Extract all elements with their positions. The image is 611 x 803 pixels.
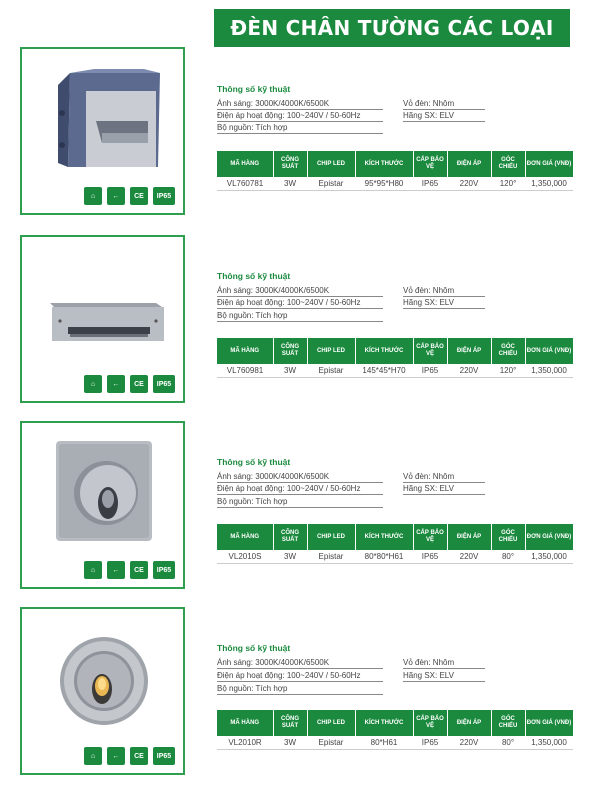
- spec-light: Ánh sáng: 3000K/4000K/6500K: [217, 472, 383, 483]
- header-size: KÍCH THƯỚC: [355, 710, 413, 736]
- spec-housing: Vỏ đèn: Nhôm: [403, 99, 485, 110]
- ip65-icon: IP65: [153, 375, 175, 393]
- product-photo-rectangular-light: [32, 243, 173, 361]
- header-voltage: ĐIỆN ÁP: [447, 338, 491, 364]
- spec-voltage: Điện áp hoạt động: 100~240V / 50-60Hz: [217, 671, 383, 682]
- header-price: ĐƠN GIÁ (VNĐ): [525, 710, 573, 736]
- ce-mark-icon: CE: [130, 187, 148, 205]
- cell-model: VL760981: [217, 364, 273, 378]
- header-size: KÍCH THƯỚC: [355, 524, 413, 550]
- table-row: [217, 550, 573, 564]
- product-image-frame: [20, 607, 185, 775]
- header-power: CÔNG SUẤT: [273, 710, 307, 736]
- cell-price: 1,350,000: [525, 364, 573, 378]
- header-angle: GÓC CHIẾU: [491, 151, 525, 177]
- cell-power: 3W: [273, 364, 307, 378]
- cell-protection: IP65: [413, 177, 447, 191]
- table-header-row: [217, 151, 573, 177]
- spec-maker: Hãng SX: ELV: [403, 111, 485, 122]
- table-row: [217, 177, 573, 191]
- cell-chip: Epistar: [307, 736, 355, 750]
- spec-maker: Hãng SX: ELV: [403, 484, 485, 495]
- certification-badges: [84, 375, 175, 393]
- direction-arrow-icon: ←: [107, 561, 125, 579]
- cell-size: 145*45*H70: [355, 364, 413, 378]
- header-price: ĐƠN GIÁ (VNĐ): [525, 524, 573, 550]
- header-protection: CẤP BẢO VỆ: [413, 710, 447, 736]
- spec-light: Ánh sáng: 3000K/4000K/6500K: [217, 658, 383, 669]
- ip65-icon: IP65: [153, 187, 175, 205]
- cell-size: 80*H61: [355, 736, 413, 750]
- cell-angle: 120°: [491, 177, 525, 191]
- product-table: [217, 151, 574, 191]
- direction-arrow-icon: ←: [107, 375, 125, 393]
- product-card: [0, 235, 611, 410]
- cell-protection: IP65: [413, 736, 447, 750]
- cell-angle: 80°: [491, 736, 525, 750]
- cell-protection: IP65: [413, 550, 447, 564]
- header-power: CÔNG SUẤT: [273, 338, 307, 364]
- ip65-icon: IP65: [153, 561, 175, 579]
- cell-power: 3W: [273, 736, 307, 750]
- product-card: [0, 607, 611, 782]
- header-chip: CHIP LED: [307, 151, 355, 177]
- cell-voltage: 220V: [447, 177, 491, 191]
- product-table: [217, 710, 574, 750]
- spec-title: Thông số kỹ thuật: [217, 84, 291, 94]
- cell-voltage: 220V: [447, 364, 491, 378]
- indoor-outdoor-icon: ⌂: [84, 187, 102, 205]
- header-size: KÍCH THƯỚC: [355, 338, 413, 364]
- cell-price: 1,350,000: [525, 177, 573, 191]
- header-protection: CẤP BẢO VỆ: [413, 338, 447, 364]
- ip65-icon: IP65: [153, 747, 175, 765]
- spec-driver: Bộ nguồn: Tích hợp: [217, 497, 383, 508]
- spec-title: Thông số kỹ thuật: [217, 457, 291, 467]
- spec-maker: Hãng SX: ELV: [403, 298, 485, 309]
- spec-voltage: Điện áp hoạt động: 100~240V / 50-60Hz: [217, 298, 383, 309]
- header-protection: CẤP BẢO VỆ: [413, 151, 447, 177]
- header-chip: CHIP LED: [307, 710, 355, 736]
- ce-mark-icon: CE: [130, 375, 148, 393]
- indoor-outdoor-icon: ⌂: [84, 375, 102, 393]
- header-price: ĐƠN GIÁ (VNĐ): [525, 338, 573, 364]
- product-card: [0, 47, 611, 222]
- header-model: MÃ HÀNG: [217, 710, 273, 736]
- header-power: CÔNG SUẤT: [273, 524, 307, 550]
- product-photo-round-light: [32, 615, 173, 733]
- certification-badges: [84, 747, 175, 765]
- header-angle: GÓC CHIẾU: [491, 524, 525, 550]
- header-protection: CẤP BẢO VỆ: [413, 524, 447, 550]
- cell-voltage: 220V: [447, 550, 491, 564]
- product-photo-square-plate-light: [32, 429, 173, 547]
- product-image-frame: [20, 47, 185, 215]
- ce-mark-icon: CE: [130, 561, 148, 579]
- product-table: [217, 524, 574, 564]
- spec-housing: Vỏ đèn: Nhôm: [403, 472, 485, 483]
- spec-maker: Hãng SX: ELV: [403, 671, 485, 682]
- cell-model: VL2010R: [217, 736, 273, 750]
- cell-price: 1,350,000: [525, 550, 573, 564]
- table-header-row: [217, 338, 573, 364]
- cell-chip: Epistar: [307, 364, 355, 378]
- cell-power: 3W: [273, 177, 307, 191]
- spec-driver: Bộ nguồn: Tích hợp: [217, 123, 383, 134]
- table-header-row: [217, 524, 573, 550]
- spec-title: Thông số kỹ thuật: [217, 271, 291, 281]
- spec-light: Ánh sáng: 3000K/4000K/6500K: [217, 286, 383, 297]
- spec-driver: Bộ nguồn: Tích hợp: [217, 684, 383, 695]
- product-image-frame: [20, 421, 185, 589]
- cell-size: 80*80*H61: [355, 550, 413, 564]
- spec-title: Thông số kỹ thuật: [217, 643, 291, 653]
- header-chip: CHIP LED: [307, 524, 355, 550]
- spec-voltage: Điện áp hoạt động: 100~240V / 50-60Hz: [217, 484, 383, 495]
- indoor-outdoor-icon: ⌂: [84, 747, 102, 765]
- header-chip: CHIP LED: [307, 338, 355, 364]
- table-header-row: [217, 710, 573, 736]
- table-row: [217, 364, 573, 378]
- header-power: CÔNG SUẤT: [273, 151, 307, 177]
- table-row: [217, 736, 573, 750]
- header-model: MÃ HÀNG: [217, 151, 273, 177]
- spec-light: Ánh sáng: 3000K/4000K/6500K: [217, 99, 383, 110]
- cell-power: 3W: [273, 550, 307, 564]
- header-voltage: ĐIỆN ÁP: [447, 151, 491, 177]
- spec-voltage: Điện áp hoạt động: 100~240V / 50-60Hz: [217, 111, 383, 122]
- header-model: MÃ HÀNG: [217, 338, 273, 364]
- cell-protection: IP65: [413, 364, 447, 378]
- cell-price: 1,350,000: [525, 736, 573, 750]
- product-image-frame: [20, 235, 185, 403]
- cell-model: VL2010S: [217, 550, 273, 564]
- product-card: [0, 421, 611, 596]
- page-title: ĐÈN CHÂN TƯỜNG CÁC LOẠI: [214, 9, 570, 47]
- certification-badges: [84, 561, 175, 579]
- direction-arrow-icon: ←: [107, 747, 125, 765]
- cell-angle: 120°: [491, 364, 525, 378]
- cell-angle: 80°: [491, 550, 525, 564]
- spec-housing: Vỏ đèn: Nhôm: [403, 286, 485, 297]
- header-model: MÃ HÀNG: [217, 524, 273, 550]
- cell-size: 95*95*H80: [355, 177, 413, 191]
- cell-chip: Epistar: [307, 177, 355, 191]
- spec-driver: Bộ nguồn: Tích hợp: [217, 311, 383, 322]
- certification-badges: [84, 187, 175, 205]
- header-price: ĐƠN GIÁ (VNĐ): [525, 151, 573, 177]
- header-angle: GÓC CHIẾU: [491, 710, 525, 736]
- product-photo-square-box-light: [32, 55, 173, 173]
- product-table: [217, 338, 574, 378]
- header-angle: GÓC CHIẾU: [491, 338, 525, 364]
- indoor-outdoor-icon: ⌂: [84, 561, 102, 579]
- cell-voltage: 220V: [447, 736, 491, 750]
- header-voltage: ĐIỆN ÁP: [447, 710, 491, 736]
- cell-model: VL760781: [217, 177, 273, 191]
- cell-chip: Epistar: [307, 550, 355, 564]
- header-size: KÍCH THƯỚC: [355, 151, 413, 177]
- spec-housing: Vỏ đèn: Nhôm: [403, 658, 485, 669]
- direction-arrow-icon: ←: [107, 187, 125, 205]
- header-voltage: ĐIỆN ÁP: [447, 524, 491, 550]
- ce-mark-icon: CE: [130, 747, 148, 765]
